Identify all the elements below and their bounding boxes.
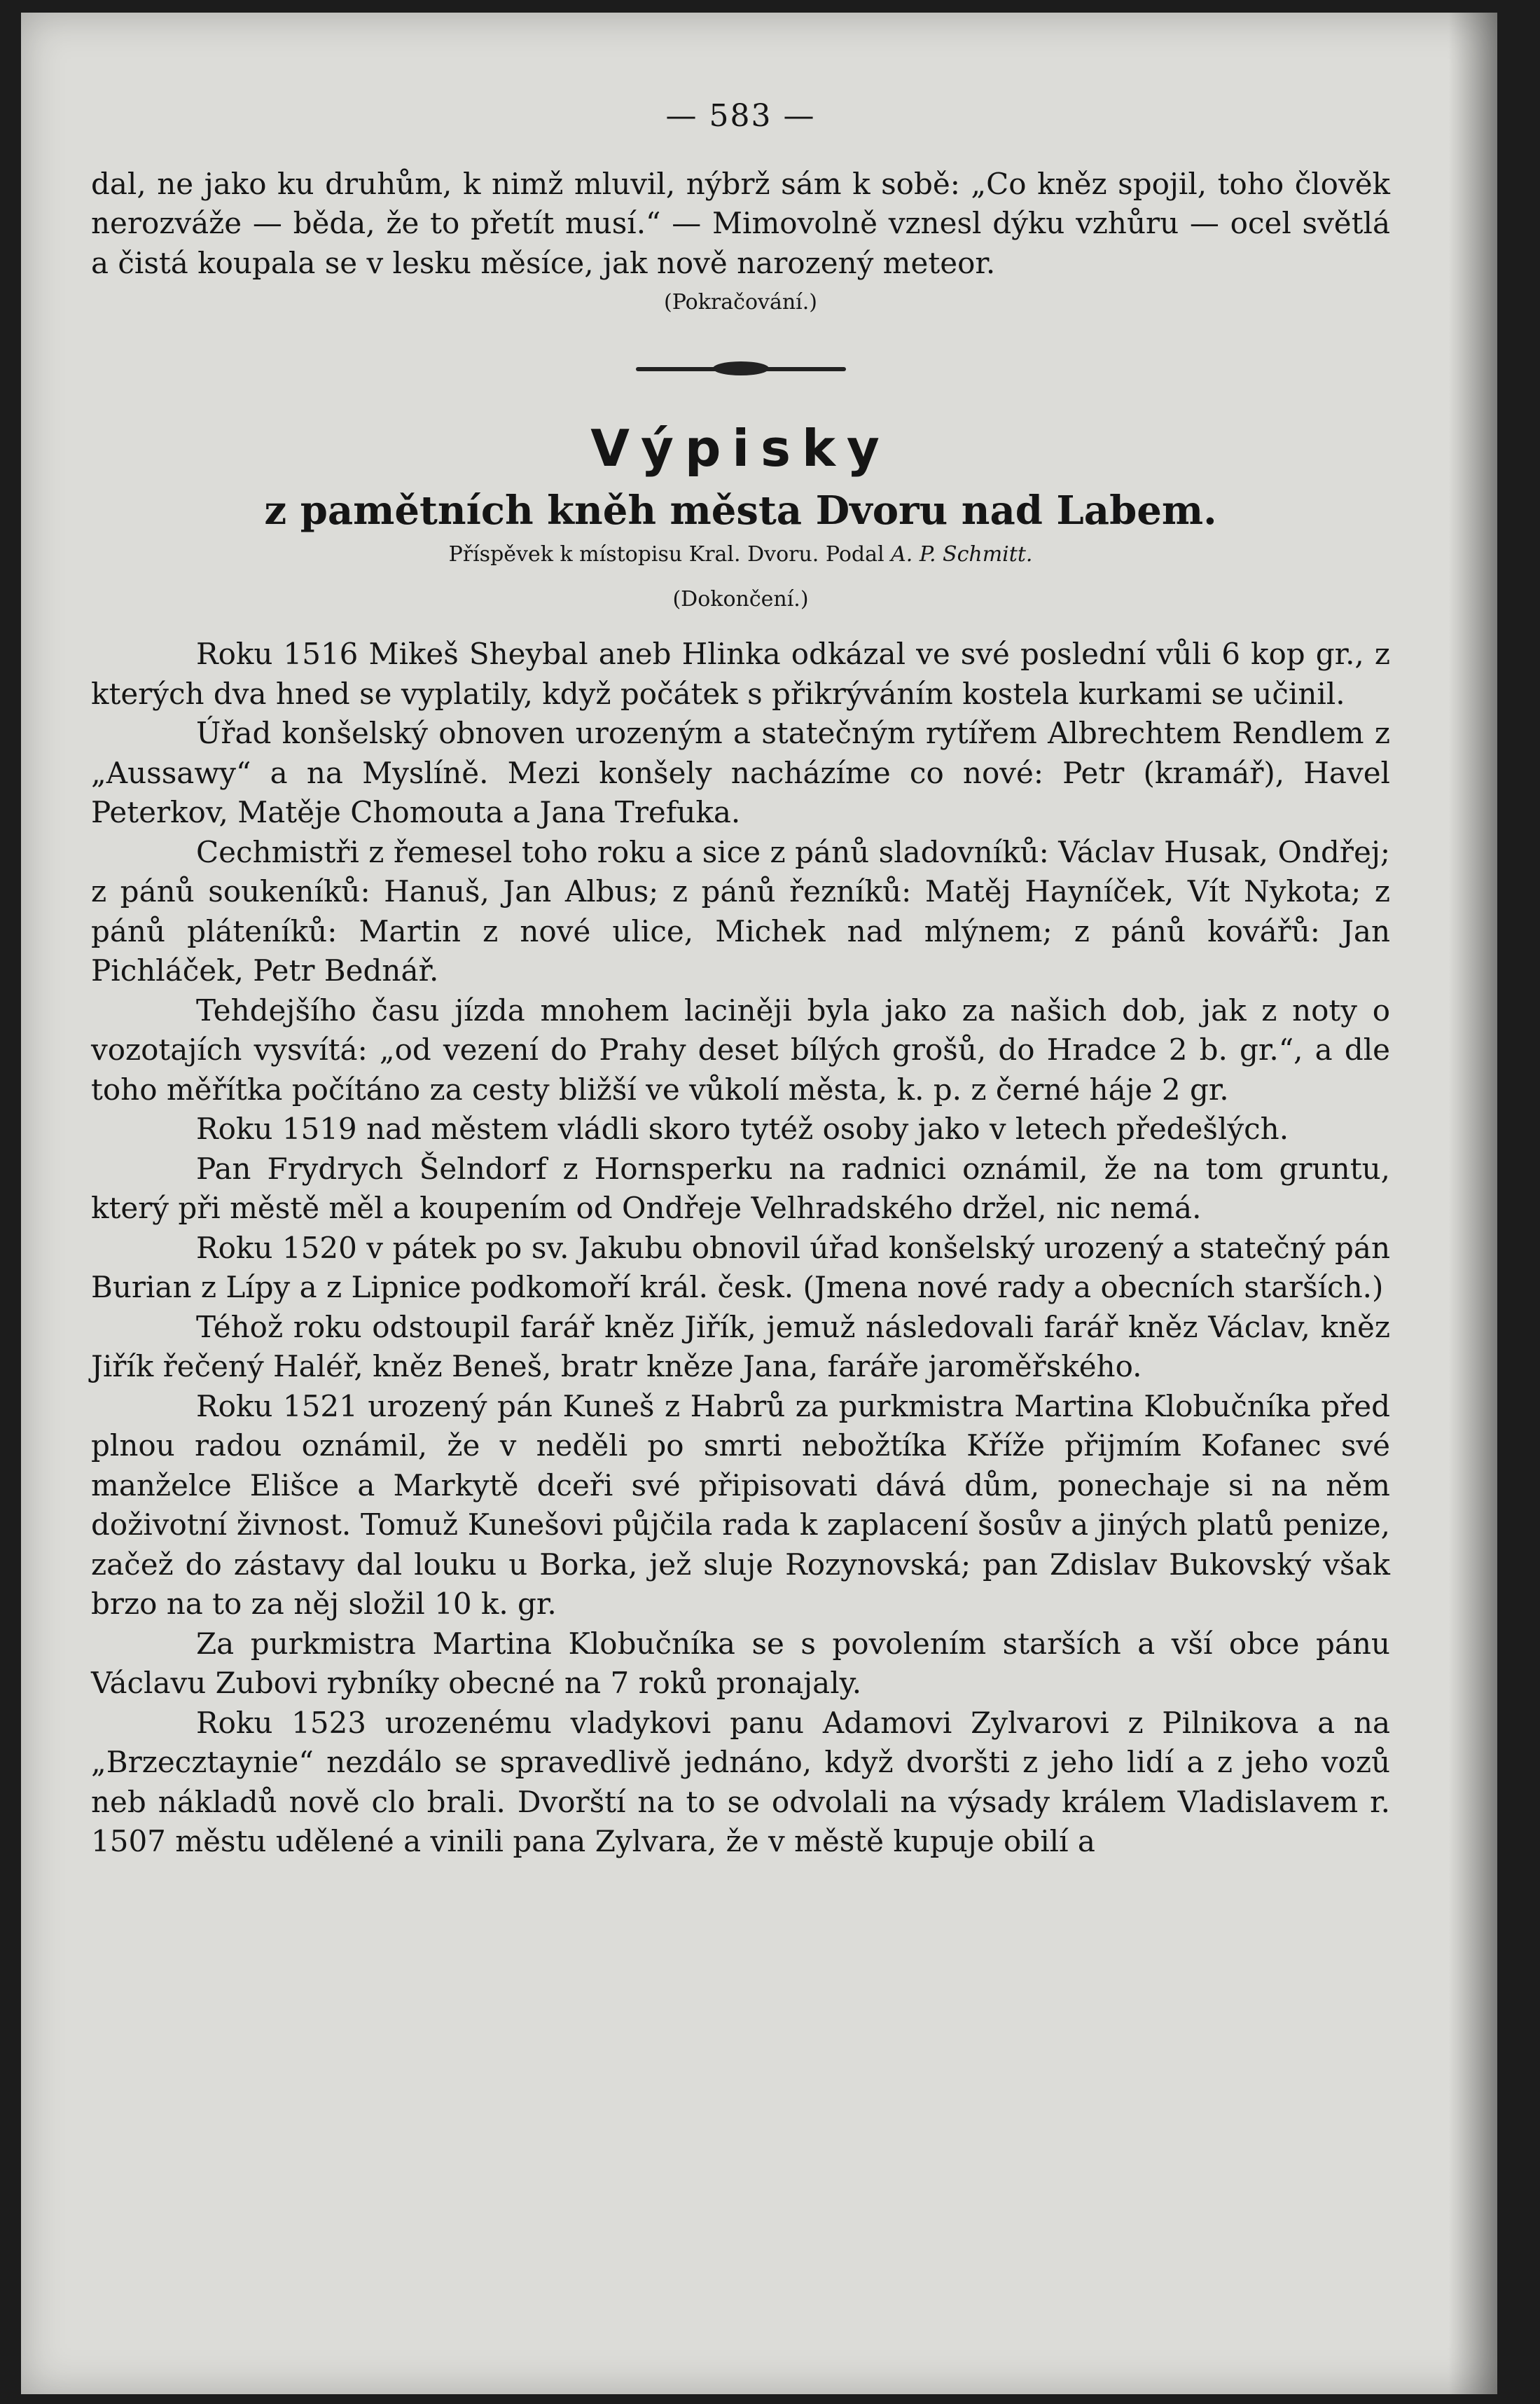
paragraph: Roku 1523 urozenému vladykovi panu Adamovi Zylvarovi z Pilnikova a na „Brzecztaynie“ nezdálo se spravedlivě jednáno, když dvoršti z jeho lidí a z jeho vozů neb nákladů nově clo brali. Dvorští na to se odvolali na výsady králem Vladislavem r. 1507 městu udělené a vinili pana Zylvara, že v městě kupuje obilí a bbox=[91, 1705, 1390, 1858]
paragraph: Za purkmistra Martina Klobučníka se s povolením starších a vší obce pánu Václavu Zubovi rybníky obecné na 7 roků pronajaly. bbox=[91, 1626, 1390, 1700]
ornamental-divider bbox=[636, 367, 846, 371]
page-edge-shadow bbox=[1448, 13, 1497, 2394]
article-subtitle: z pamětních kněh města Dvoru nad Labem. bbox=[264, 488, 1217, 534]
paragraph: Úřad konšelský obnoven urozeným a statečným rytířem Albrechtem Rendlem z „Aussawy“ a na Myslíně. Mezi konšely nacházíme co nové: Petr (kramář), Havel Peterkov, Matěje Chomouta a Jana Trefuka. bbox=[91, 716, 1390, 829]
paragraph: Cechmistři z řemesel toho roku a sice z pánů sladovníků: Václav Husak, Ondřej; z pánů soukeníků: Hanuš, Jan Albus; z pánů řezníků: Matěj Hayníček, Vít Nykota; z pánů pláteníků: Martin z nové ulice, Michek nad mlýnem; z pánů kovářů: Jan Pichláček, Petr Bednář. bbox=[91, 834, 1390, 988]
continuation-note: (Pokračování.) bbox=[664, 290, 817, 315]
concluded-note: (Dokončení.) bbox=[672, 587, 809, 612]
contribution-prefix: Příspěvek k místopisu Kral. Dvoru. Podal bbox=[448, 542, 885, 567]
paragraph: Roku 1516 Mikeš Sheybal aneb Hlinka odkázal ve své poslední vůli 6 kop gr., z kterých dva hned se vyplatily, když počátek s přikrýváním kostela kurkami se učinil. bbox=[91, 637, 1390, 711]
paragraph: Téhož roku odstoupil farář kněz Jiřík, jemuž následovali farář kněz Václav, kněz Jiřík řečený Haléř, kněz Beneš, bratr kněze Jana, faráře jaroměřského. bbox=[91, 1309, 1390, 1383]
article-title: Výpisky bbox=[590, 419, 891, 478]
intro-paragraph: dal, ne jako ku druhům, k nimž mluvil, nýbrž sám k sobě: „Co kněz spojil, toho člověk nerozváže — běda, že to přetít musí.“ — Mimovolně vznesl dýku vzhůru — ocel světlá a čistá koupala se v lesku měsíce, jak nově narozený meteor. bbox=[91, 166, 1390, 280]
scanned-page bbox=[21, 13, 1497, 2394]
article-author: A. P. Schmitt. bbox=[891, 542, 1033, 567]
article-contribution-line bbox=[91, 539, 1390, 570]
paragraph: Tehdejšího času jízda mnohem laciněji byla jako za našich dob, jak z noty o vozotajích vysvítá: „od vezení do Prahy deset bílých grošů, do Hradce 2 b. gr.“, a dle toho měřítka počítáno za cesty bližší ve vůkolí města, k. p. z černé háje 2 gr. bbox=[91, 993, 1390, 1107]
page-content bbox=[91, 97, 1390, 1862]
paragraph: Roku 1519 nad městem vládli skoro tytéž osoby jako v letech předešlých. bbox=[196, 1112, 1289, 1146]
paragraph: Roku 1520 v pátek po sv. Jakubu obnovil úřad konšelský urozený a statečný pán Burian z Lípy a z Lipnice podkomoří král. česk. (Jmena nové rady a obecních starších.) bbox=[91, 1230, 1390, 1304]
paragraph: Pan Frydrych Šelndorf z Hornsperku na radnici oznámil, že na tom gruntu, který při městě měl a koupením od Ondřeje Velhradského držel, nic nemá. bbox=[91, 1151, 1390, 1225]
paragraph: Roku 1521 urozený pán Kuneš z Habrů za purkmistra Martina Klobučníka před plnou radou oznámil, že v neděli po smrti nebožtíka Kříže přijmím Kofanec své manželce Elišce a Markytě dceři své připisovati dává dům, ponechaje si na něm doživotní živnost. Tomuž Kunešovi půjčila rada k zaplacení šosův a jiných platů penize, začež do zástavy dal louku u Borka, jež sluje Rozynovská; pan Zdislav Bukovský však brzo na to za něj složil 10 k. gr. bbox=[91, 1388, 1390, 1621]
page-number: — 583 — bbox=[665, 98, 816, 134]
